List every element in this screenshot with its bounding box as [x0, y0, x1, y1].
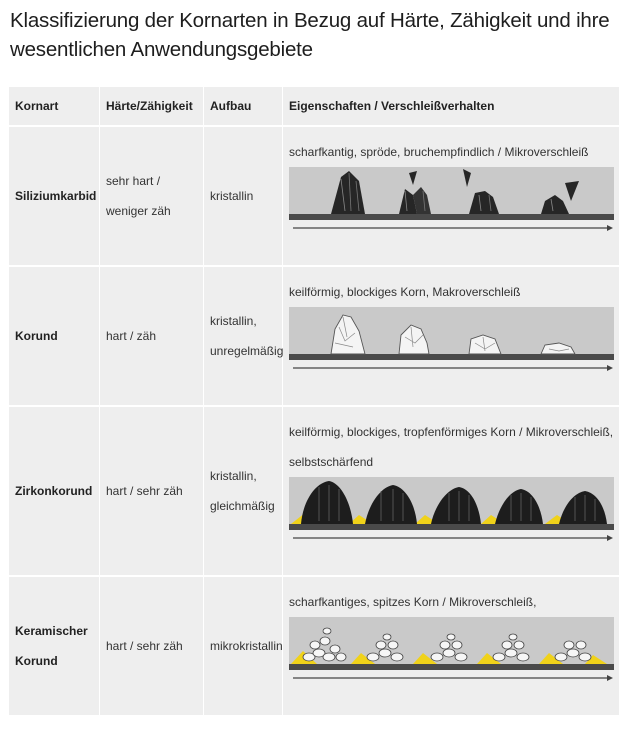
- row-aufbau: mikrokristallin: [204, 577, 283, 717]
- ceramic-grain-wear-icon: [289, 617, 614, 683]
- zirconia-grain-wear-icon: [289, 477, 614, 543]
- table-row: [9, 267, 619, 407]
- row-aufbau: kristallin: [204, 127, 283, 267]
- page-title: Klassifizierung der Kornarten in Bezug auf Härte, Zähigkeit und ihre wesentlichen Anwendungsgebiete: [10, 9, 610, 61]
- row-haerte: hart / sehr zäh: [100, 577, 204, 717]
- row-haerte: sehr hart / weniger zäh: [100, 127, 204, 267]
- row-name: Korund: [9, 267, 100, 407]
- row-haerte: hart / sehr zäh: [100, 407, 204, 577]
- header-eigenschaften: Eigenschaften / Verschleißverhalten: [283, 87, 619, 127]
- silicon-carbide-grain-wear-icon: [289, 167, 614, 233]
- row-eigenschaften-cell: [283, 267, 619, 407]
- row-eigenschaften: scharfkantiges, spitzes Korn / Mikroverschleiß,: [289, 595, 537, 609]
- row-eigenschaften: keilförmig, blockiges Korn, Makroverschleiß: [289, 285, 521, 299]
- row-name: Siliziumkarbid: [9, 127, 100, 267]
- row-eigenschaften-cell: [283, 407, 619, 577]
- header-aufbau: Aufbau: [204, 87, 283, 127]
- header-kornart: Kornart: [9, 87, 100, 127]
- row-eigenschaften-cell: [283, 577, 619, 717]
- table-header-row: [9, 87, 619, 127]
- row-name: Keramischer Korund: [9, 577, 100, 717]
- row-eigenschaften: keilförmig, blockiges, tropfenförmiges Korn / Mikroverschleiß, selbstschärfend: [289, 425, 614, 469]
- table-row: [9, 407, 619, 577]
- row-haerte: hart / zäh: [100, 267, 204, 407]
- row-aufbau: kristallin, gleichmäßig: [204, 407, 283, 577]
- header-haerte: Härte/Zähigkeit: [100, 87, 204, 127]
- table-row: [9, 127, 619, 267]
- table-row: [9, 577, 619, 717]
- grain-types-table: [9, 87, 619, 717]
- row-eigenschaften: scharfkantig, spröde, bruchempfindlich / Mikroverschleiß: [289, 145, 589, 159]
- row-eigenschaften-cell: [283, 127, 619, 267]
- row-aufbau: kristallin, unregelmäßig: [204, 267, 283, 407]
- row-name: Zirkonkorund: [9, 407, 100, 577]
- corundum-grain-wear-icon: [289, 307, 614, 373]
